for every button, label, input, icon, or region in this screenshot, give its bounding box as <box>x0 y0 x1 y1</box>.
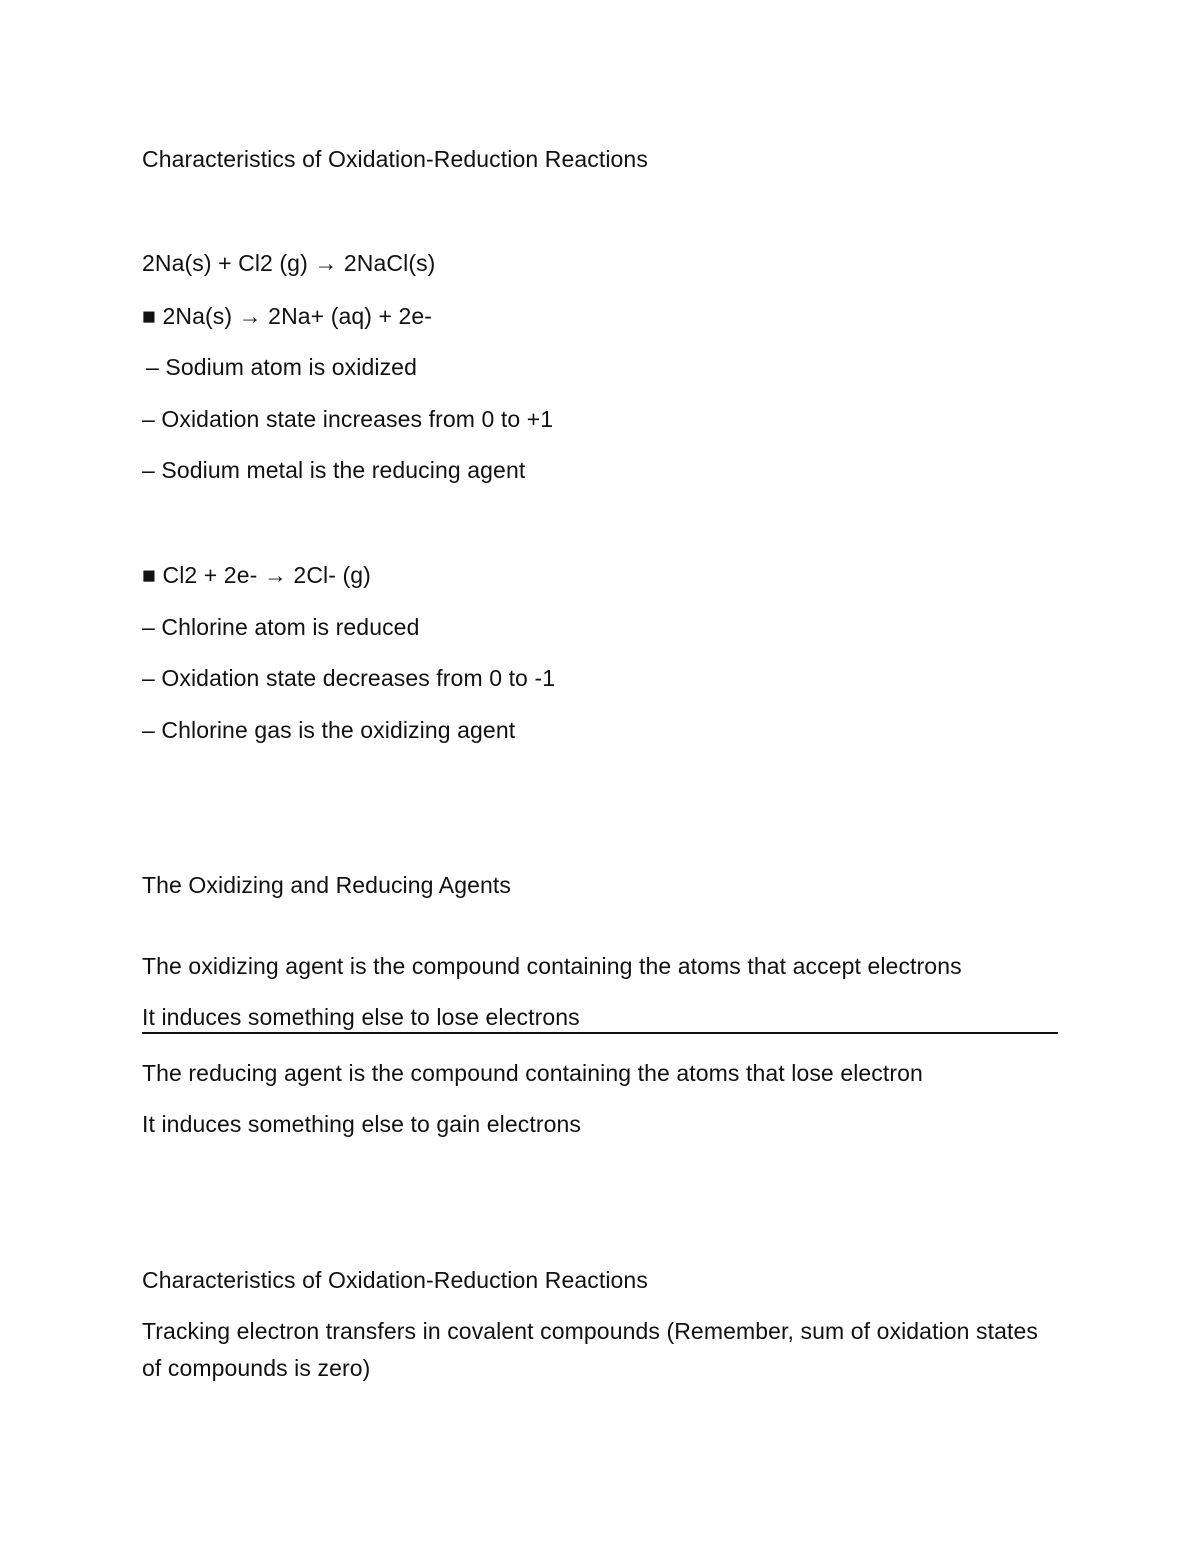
note-line: – Oxidation state decreases from 0 to -1 <box>142 665 556 691</box>
section-title: Characteristics of Oxidation-Reduction Reactions <box>142 146 648 172</box>
note-line: – Chlorine gas is the oxidizing agent <box>142 717 516 743</box>
note-line: – Sodium metal is the reducing agent <box>142 457 526 483</box>
note-line: – Oxidation state increases from 0 to +1 <box>142 406 554 432</box>
paragraph-line: The oxidizing agent is the compound containing the atoms that accept electrons <box>142 953 962 979</box>
horizontal-rule <box>142 1032 1058 1034</box>
overall-equation: 2Na(s) + Cl2 (g) → 2NaCl(s) <box>142 250 436 276</box>
oxidation-half-reaction: ■ 2Na(s) → 2Na+ (aq) + 2e- <box>142 303 433 329</box>
section-title: Characteristics of Oxidation-Reduction Reactions <box>142 1267 648 1293</box>
reduction-half-reaction: ■ Cl2 + 2e- → 2Cl- (g) <box>142 562 371 588</box>
paragraph-line: It induces something else to gain electrons <box>142 1111 581 1137</box>
note-line: – Sodium atom is oxidized <box>146 354 417 380</box>
section-title: The Oxidizing and Reducing Agents <box>142 872 511 898</box>
paragraph-line: The reducing agent is the compound containing the atoms that lose electron <box>142 1060 923 1086</box>
paragraph-line: It induces something else to lose electrons <box>142 1004 580 1030</box>
paragraph-text: Tracking electron transfers in covalent compounds (Remember, sum of oxidation states of compounds is zero) <box>142 1318 1039 1381</box>
note-line: – Chlorine atom is reduced <box>142 614 420 640</box>
